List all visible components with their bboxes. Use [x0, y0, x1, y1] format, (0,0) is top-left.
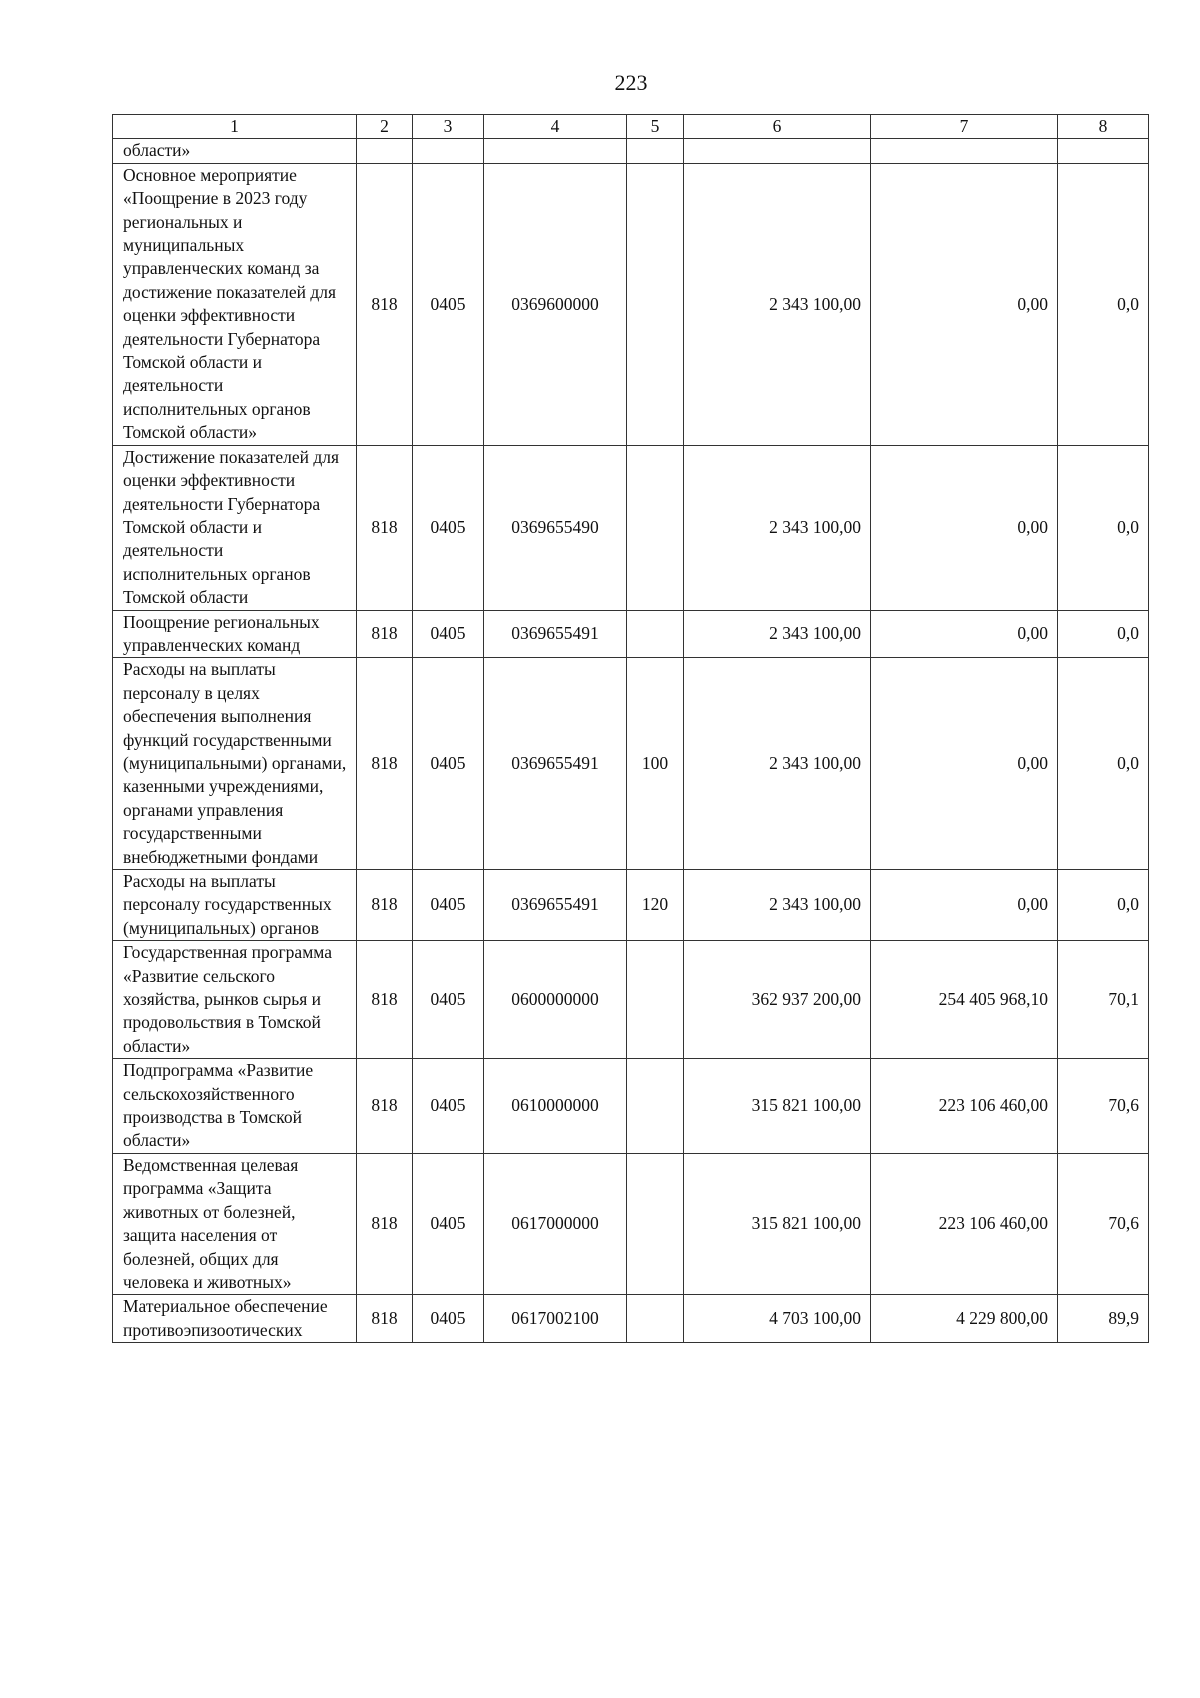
cell-fact: 223 106 460,00	[871, 1153, 1058, 1294]
row-name: области»	[113, 139, 357, 163]
page-number: 223	[614, 70, 648, 95]
column-header: 7	[871, 115, 1058, 139]
cell-expense-type	[627, 1153, 684, 1294]
cell-percent: 70,6	[1058, 1059, 1149, 1154]
table-row	[113, 1153, 1149, 1294]
cell-grbs: 818	[357, 445, 413, 610]
cell-plan: 2 343 100,00	[684, 870, 871, 941]
cell-target-article: 0610000000	[484, 1059, 627, 1154]
cell-grbs: 818	[357, 1295, 413, 1343]
cell-fact: 0,00	[871, 445, 1058, 610]
cell-plan: 315 821 100,00	[684, 1153, 871, 1294]
cell-percent: 70,1	[1058, 941, 1149, 1059]
cell-plan: 4 703 100,00	[684, 1295, 871, 1343]
table-row	[113, 445, 1149, 610]
column-header: 3	[413, 115, 484, 139]
cell-percent: 0,0	[1058, 163, 1149, 445]
column-header: 1	[113, 115, 357, 139]
cell-target-article: 0600000000	[484, 941, 627, 1059]
cell-plan	[684, 139, 871, 163]
column-header: 6	[684, 115, 871, 139]
cell-expense-type	[627, 1295, 684, 1343]
cell-section: 0405	[413, 658, 484, 870]
cell-expense-type	[627, 610, 684, 658]
cell-target-article	[484, 139, 627, 163]
cell-section: 0405	[413, 1153, 484, 1294]
cell-expense-type	[627, 1059, 684, 1154]
cell-grbs: 818	[357, 163, 413, 445]
cell-expense-type: 100	[627, 658, 684, 870]
table-row	[113, 941, 1149, 1059]
cell-fact: 254 405 968,10	[871, 941, 1058, 1059]
cell-expense-type	[627, 445, 684, 610]
cell-fact: 0,00	[871, 163, 1058, 445]
cell-fact: 0,00	[871, 870, 1058, 941]
row-name: Достижение показателей для оценки эффективности деятельности Губернатора Томской области и деятельности исполнительных органов Томской области	[113, 445, 357, 610]
cell-target-article: 0369655491	[484, 610, 627, 658]
cell-fact: 4 229 800,00	[871, 1295, 1058, 1343]
cell-plan: 315 821 100,00	[684, 1059, 871, 1154]
cell-percent: 89,9	[1058, 1295, 1149, 1343]
cell-target-article: 0369655490	[484, 445, 627, 610]
row-name: Расходы на выплаты персоналу государственных (муниципальных) органов	[113, 870, 357, 941]
cell-expense-type	[627, 163, 684, 445]
row-name: Основное мероприятие «Поощрение в 2023 году региональных и муниципальных управленческих команд за достижение показателей для оценки эффективности деятельности Губернатора Томской области и деятельности исполнительных органов Томской области»	[113, 163, 357, 445]
row-name: Ведомственная целевая программа «Защита животных от болезней, защита населения от болезней, общих для человека и животных»	[113, 1153, 357, 1294]
cell-target-article: 0369655491	[484, 870, 627, 941]
cell-percent: 70,6	[1058, 1153, 1149, 1294]
cell-expense-type	[627, 941, 684, 1059]
cell-target-article: 0369655491	[484, 658, 627, 870]
cell-plan: 2 343 100,00	[684, 445, 871, 610]
cell-percent: 0,0	[1058, 445, 1149, 610]
budget-table	[112, 114, 1149, 1343]
cell-percent: 0,0	[1058, 870, 1149, 941]
table-row	[113, 1295, 1149, 1343]
cell-percent: 0,0	[1058, 658, 1149, 870]
cell-percent	[1058, 139, 1149, 163]
cell-grbs: 818	[357, 610, 413, 658]
cell-grbs: 818	[357, 870, 413, 941]
header-row	[113, 115, 1149, 139]
column-header: 4	[484, 115, 627, 139]
cell-section: 0405	[413, 610, 484, 658]
row-name: Расходы на выплаты персоналу в целях обеспечения выполнения функций государственными (муниципальными) органами, казенными учреждениями, органами управления государственными внебюджетными фондами	[113, 658, 357, 870]
cell-section: 0405	[413, 870, 484, 941]
cell-section: 0405	[413, 941, 484, 1059]
cell-target-article: 0617002100	[484, 1295, 627, 1343]
cell-target-article: 0617000000	[484, 1153, 627, 1294]
cell-target-article: 0369600000	[484, 163, 627, 445]
table-row	[113, 1059, 1149, 1154]
cell-expense-type	[627, 139, 684, 163]
row-name: Поощрение региональных управленческих команд	[113, 610, 357, 658]
column-header: 2	[357, 115, 413, 139]
cell-section: 0405	[413, 1059, 484, 1154]
cell-percent: 0,0	[1058, 610, 1149, 658]
cell-section: 0405	[413, 1295, 484, 1343]
cell-plan: 2 343 100,00	[684, 658, 871, 870]
row-name: Материальное обеспечение противоэпизоотических	[113, 1295, 357, 1343]
cell-grbs: 818	[357, 1153, 413, 1294]
table-row	[113, 610, 1149, 658]
table-row	[113, 139, 1149, 163]
cell-fact	[871, 139, 1058, 163]
column-header: 5	[627, 115, 684, 139]
cell-grbs: 818	[357, 941, 413, 1059]
cell-plan: 2 343 100,00	[684, 610, 871, 658]
column-header: 8	[1058, 115, 1149, 139]
cell-grbs: 818	[357, 658, 413, 870]
cell-fact: 0,00	[871, 610, 1058, 658]
cell-section	[413, 139, 484, 163]
cell-plan: 362 937 200,00	[684, 941, 871, 1059]
cell-grbs	[357, 139, 413, 163]
table-row	[113, 870, 1149, 941]
row-name: Государственная программа «Развитие сельского хозяйства, рынков сырья и продовольствия в Томской области»	[113, 941, 357, 1059]
cell-expense-type: 120	[627, 870, 684, 941]
cell-fact: 223 106 460,00	[871, 1059, 1058, 1154]
cell-plan: 2 343 100,00	[684, 163, 871, 445]
cell-section: 0405	[413, 445, 484, 610]
cell-fact: 0,00	[871, 658, 1058, 870]
cell-section: 0405	[413, 163, 484, 445]
cell-grbs: 818	[357, 1059, 413, 1154]
table-row	[113, 658, 1149, 870]
row-name: Подпрограмма «Развитие сельскохозяйственного производства в Томской области»	[113, 1059, 357, 1154]
table-row	[113, 163, 1149, 445]
